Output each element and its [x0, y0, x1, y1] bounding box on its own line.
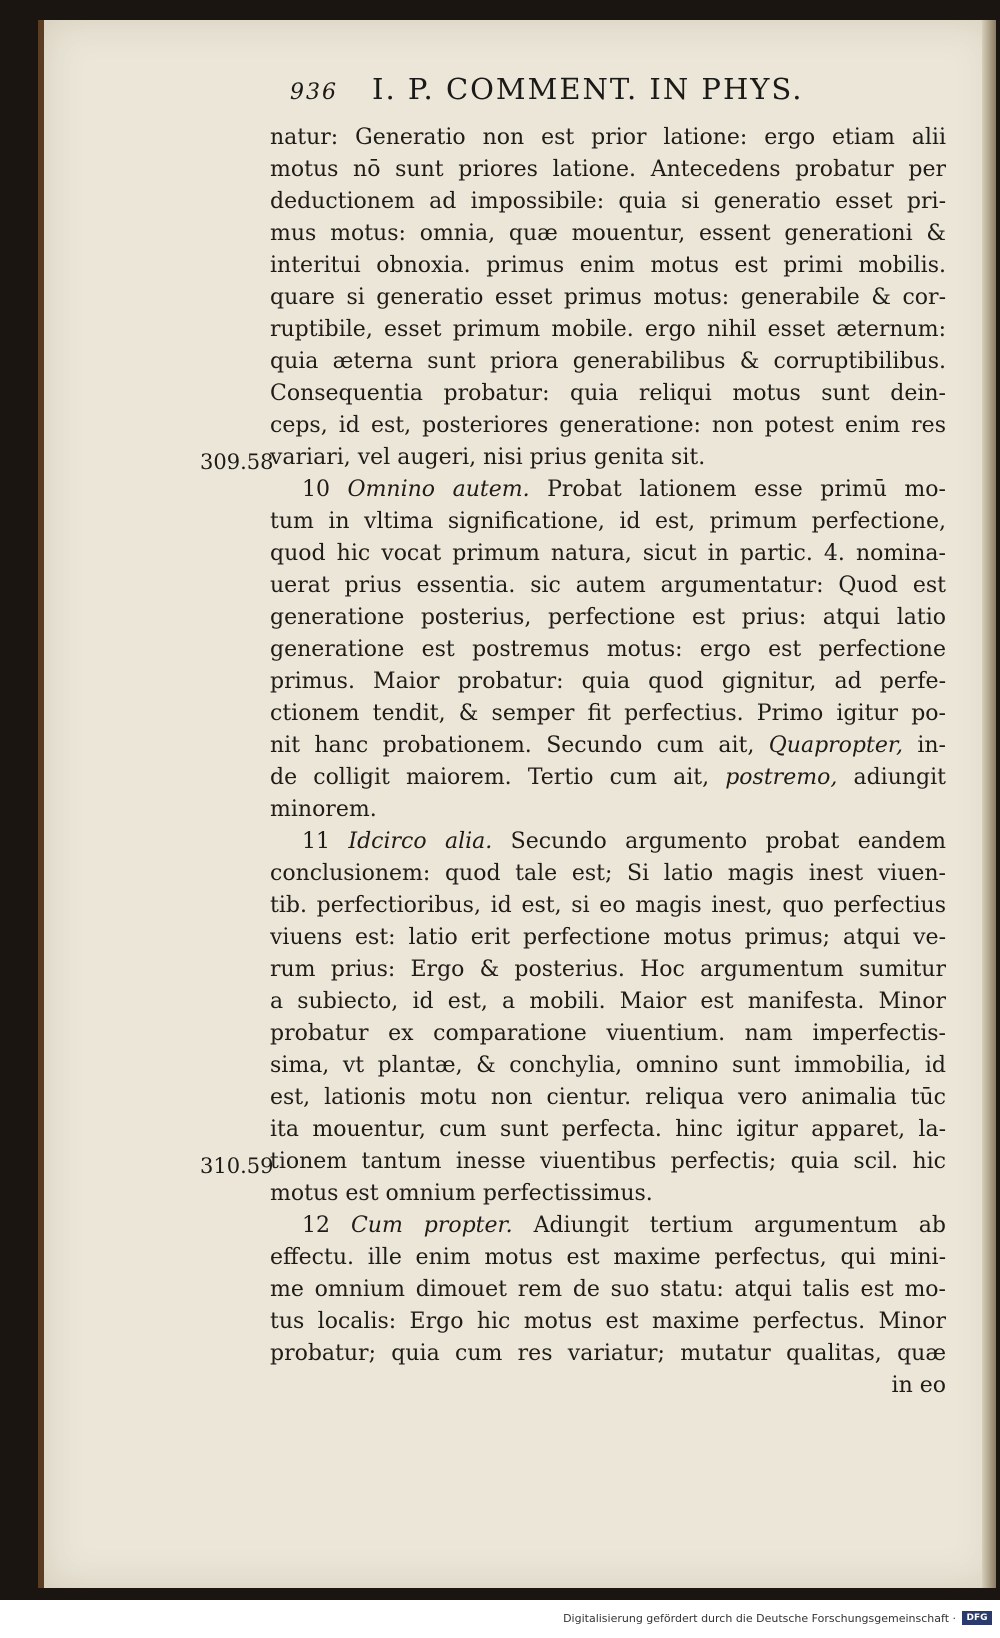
- text-line-31: est, lationis motu non cientur. reliqua vero animalia tūc: [270, 1085, 946, 1110]
- text-line-26: viuens est: latio erit perfectione motus primus; atqui ve-: [270, 925, 946, 950]
- text-line-1: natur: Generatio non est prior latione: ergo etiam alii: [270, 125, 946, 150]
- text-line-28: a subiecto, id est, a mobili. Maior est manifesta. Minor: [270, 989, 946, 1014]
- text-line-12: 10 Omnino autem. Probat lationem esse primū mo-: [302, 477, 946, 502]
- footer-bar: [0, 1600, 1000, 1638]
- catchword: in eo: [891, 1373, 946, 1398]
- text-line-37: me omnium dimouet rem de suo statu: atqui talis est mo-: [270, 1277, 946, 1302]
- page-number: 936: [290, 80, 338, 105]
- text-line-2: motus nō sunt priores latione. Antecedens probatur per: [270, 157, 946, 182]
- text-line-9: Consequentia probatur: quia reliqui motus sunt dein-: [270, 381, 946, 406]
- text-line-27: rum prius: Ergo & posterius. Hoc argumentum sumitur: [270, 957, 946, 982]
- text-line-24: conclusionem: quod tale est; Si latio magis inest viuen-: [270, 861, 946, 886]
- funding-notice: Digitalisierung gefördert durch die Deutsche Forschungsgemeinschaft ·: [563, 1612, 956, 1625]
- text-line-32: ita mouentur, cum sunt perfecta. hinc igitur apparet, la-: [270, 1117, 946, 1142]
- text-line-23: 11 Idcirco alia. Secundo argumento probat eandem: [302, 829, 946, 854]
- text-line-19: ctionem tendit, & semper fit perfectius. Primo igitur po-: [270, 701, 946, 726]
- text-line-20: nit hanc probationem. Secundo cum ait, Quapropter, in-: [270, 733, 946, 758]
- text-line-36: effectu. ille enim motus est maxime perfectus, qui mini-: [270, 1245, 946, 1270]
- margin-reference-2: 310.59: [200, 1154, 274, 1178]
- text-line-17: generatione est postremus motus: ergo est perfectione: [270, 637, 946, 662]
- text-line-29: probatur ex comparatione viuentium. nam imperfectis-: [270, 1021, 946, 1046]
- text-line-39: probatur; quia cum res variatur; mutatur qualitas, quæ: [270, 1341, 946, 1366]
- text-line-18: primus. Maior probatur: quia quod gignitur, ad perfe-: [270, 669, 946, 694]
- text-line-35: 12 Cum propter. Adiungit tertium argumentum ab: [302, 1213, 946, 1238]
- text-line-30: sima, vt plantæ, & conchylia, omnino sunt immobilia, id: [270, 1053, 946, 1078]
- running-title: I. P. COMMENT. IN PHYS.: [372, 72, 804, 106]
- page-header: [290, 72, 850, 112]
- body-text: [270, 122, 946, 1402]
- text-line-6: quare si generatio esset primus motus: generabile & cor-: [270, 285, 946, 310]
- text-line-25: tib. perfectioribus, id est, si eo magis inest, quo perfectius: [270, 893, 946, 918]
- text-line-8: quia æterna sunt priora generabilibus & corruptibilibus.: [270, 349, 946, 374]
- text-line-5: interitui obnoxia. primus enim motus est primi mobilis.: [270, 253, 946, 278]
- text-line-13: tum in vltima significatione, id est, primum perfectione,: [270, 509, 946, 534]
- text-line-15: uerat prius essentia. sic autem argumentatur: Quod est: [270, 573, 946, 598]
- text-line-4: mus motus: omnia, quæ mouentur, essent generationi &: [270, 221, 946, 246]
- text-line-16: generatione posterius, perfectione est prius: atqui latio: [270, 605, 946, 630]
- dfg-logo: DFG: [962, 1611, 992, 1625]
- text-line-10: ceps, id est, posteriores generatione: non potest enim res: [270, 413, 946, 438]
- text-line-38: tus localis: Ergo hic motus est maxime perfectus. Minor: [270, 1309, 946, 1334]
- text-line-33: tionem tantum inesse viuentibus perfectis; quia scil. hic: [270, 1149, 946, 1174]
- page-edge: [982, 20, 996, 1588]
- text-line-22: minorem.: [270, 797, 377, 822]
- text-line-34: motus est omnium perfectissimus.: [270, 1181, 653, 1206]
- text-line-14: quod hic vocat primum natura, sicut in partic. 4. nomina-: [270, 541, 946, 566]
- text-line-3: deductionem ad impossibile: quia si generatio esset pri-: [270, 189, 946, 214]
- text-line-21: de colligit maiorem. Tertio cum ait, postremo, adiungit: [270, 765, 946, 790]
- text-line-7: ruptibile, esset primum mobile. ergo nihil esset æternum:: [270, 317, 946, 342]
- margin-reference-1: 309.58: [200, 450, 274, 474]
- text-line-11: variari, vel augeri, nisi prius genita sit.: [270, 445, 706, 470]
